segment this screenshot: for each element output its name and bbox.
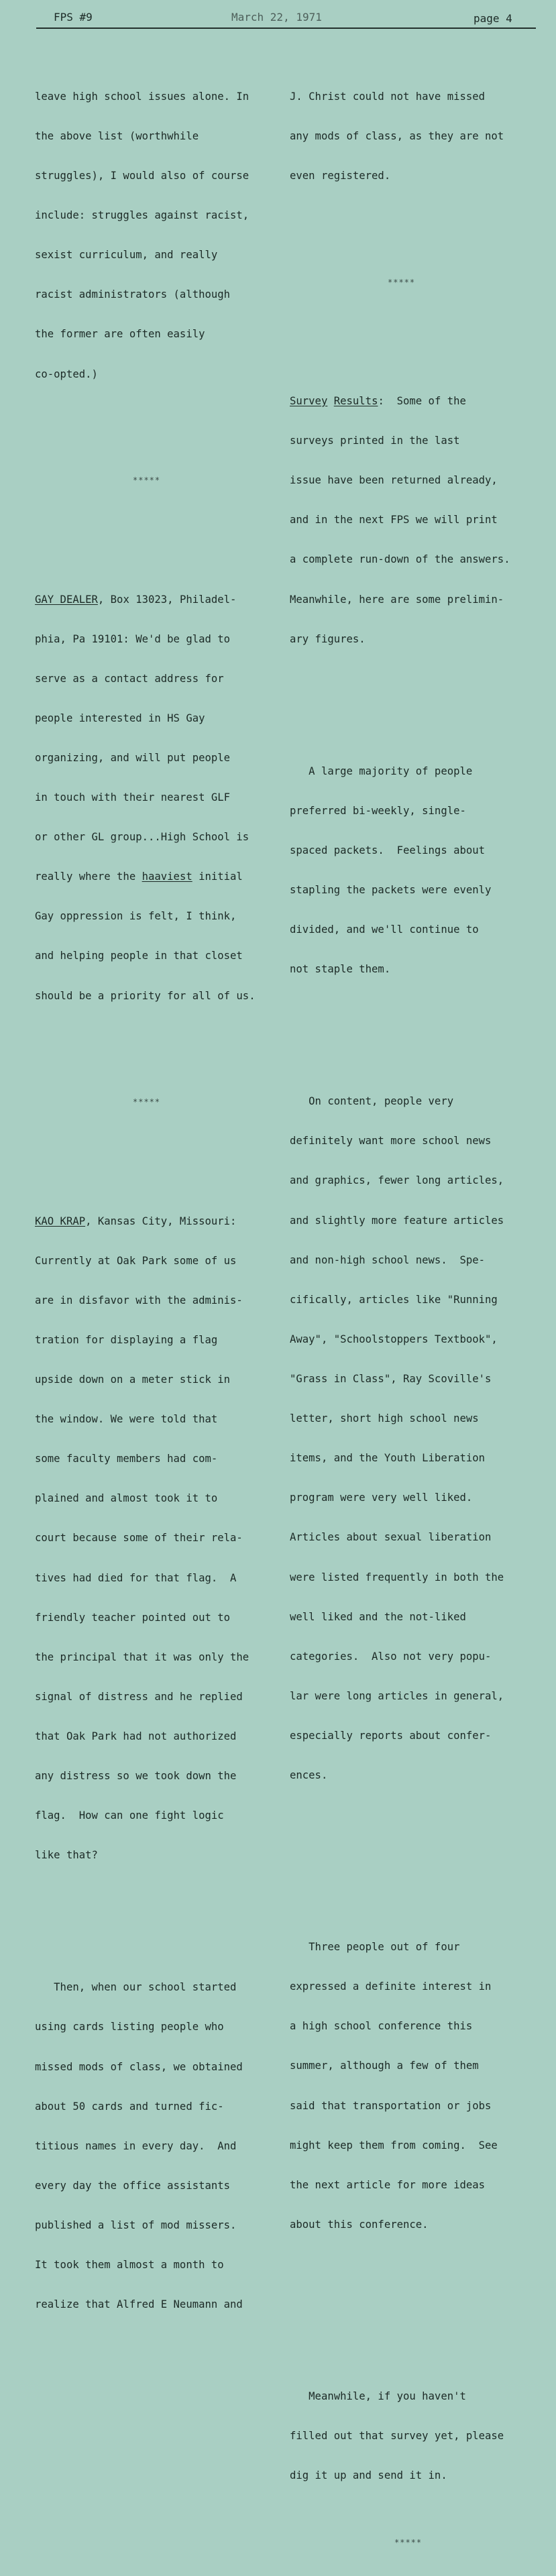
text-line: some faculty members had com- [35, 1453, 218, 1465]
text-line: divided, and we'll continue to [290, 923, 479, 936]
text-line: and graphics, fewer long articles, [290, 1174, 504, 1187]
text-line: preferred bi-weekly, single- [290, 804, 466, 817]
text-line: a complete run-down of the answers. [290, 553, 510, 566]
underlined-word: haaviest [142, 871, 192, 883]
section-divider [35, 1095, 282, 1109]
text-line: upside down on a meter stick in [35, 1373, 231, 1386]
text-line: tration for displaying a flag [35, 1333, 218, 1346]
text-line: the principal that it was only the [35, 1650, 249, 1663]
section-divider [35, 473, 282, 488]
text-line: lar were long articles in general, [290, 1689, 504, 1702]
text-line: any mods of class, as they are not [290, 129, 504, 142]
survey-heading-word: Results [333, 394, 378, 407]
left-column [35, 38, 282, 2365]
text-line: ary figures. [290, 632, 366, 645]
text-line: : Some of the [378, 394, 466, 407]
stars-divider: ***** [133, 475, 161, 486]
text-line: Meanwhile, if you haven't [290, 2390, 466, 2403]
text-line: and slightly more feature articles [290, 1214, 504, 1227]
gay-dealer-heading: GAY DEALER [35, 593, 98, 606]
page-number: page 4 [474, 12, 512, 25]
text-line: ences. [290, 1769, 328, 1782]
text-line: well liked and the not-liked [290, 1610, 466, 1623]
header-rule [36, 27, 536, 29]
text-line: A large majority of people [290, 765, 473, 777]
text-line: every day the office assistants [35, 2179, 231, 2192]
conference-paragraph [290, 1915, 545, 2258]
text-line: cifically, articles like "Running [290, 1293, 498, 1306]
text-line: about 50 cards and turned fic- [35, 2100, 224, 2113]
stars-divider: ***** [133, 1097, 161, 1107]
text-line: , Box 13023, Philadel- [97, 593, 237, 606]
stars-divider: ***** [388, 277, 416, 287]
text-line: dig it up and send it in. [290, 2469, 447, 2482]
text-line: the former are often easily [35, 328, 205, 341]
text-line: that Oak Park had not authorized [35, 1730, 237, 1742]
section-divider [290, 276, 545, 290]
text-line: people interested in HS Gay [35, 712, 205, 724]
text-line: realize that Alfred E Neumann and [35, 2298, 243, 2311]
text-line: even registered. [290, 170, 391, 182]
meanwhile-paragraph [290, 2364, 545, 2510]
text-line: Currently at Oak Park some of us [35, 1254, 237, 1267]
text-line: Meanwhile, here are some prelimin- [290, 593, 504, 606]
text-line: On content, people very [290, 1095, 454, 1108]
text-line: letter, short high school news [290, 1412, 479, 1425]
right-column [290, 38, 545, 2576]
text-line: should be a priority for all of us. [35, 989, 256, 1002]
text-line: leave high school issues alone. In [35, 90, 249, 103]
text-line: like that? [35, 1849, 98, 1862]
stars-divider: ***** [394, 2537, 423, 2547]
then-paragraph [35, 1955, 282, 2338]
text-line: plained and almost took it to [35, 1492, 218, 1505]
kao-krap-heading: KAO KRAP [35, 1215, 86, 1227]
survey-heading-word: Survey [290, 394, 328, 407]
text-line: , Kansas City, Missouri: [85, 1215, 237, 1227]
text-line: Away", "Schoolstoppers Textbook", [290, 1333, 498, 1345]
text-line: serve as a contact address for [35, 672, 224, 685]
text-line: filled out that survey yet, please [290, 2430, 504, 2443]
text-line: a high school conference this [290, 2020, 473, 2033]
text-line: summer, although a few of them [290, 2060, 479, 2072]
text-line: not staple them. [290, 963, 391, 976]
text-line: are in disfavor with the adminis- [35, 1294, 243, 1306]
text-line: stapling the packets were evenly [290, 883, 492, 896]
text-line: Articles about sexual liberation [290, 1531, 492, 1544]
text-line: expressed a definite interest in [290, 1980, 492, 1993]
text-line: were listed frequently in both the [290, 1571, 504, 1583]
text-line: J. Christ could not have missed [290, 90, 486, 103]
section-divider [290, 2536, 545, 2550]
text-line: struggles), I would also of course [35, 170, 249, 182]
issue-label: FPS #9 [54, 11, 93, 23]
text-line: spaced packets. Feelings about [290, 844, 486, 856]
text-line: about this conference. [290, 2218, 429, 2231]
text-line: the window. We were told that [35, 1413, 218, 1426]
text-line: definitely want more school news [290, 1135, 492, 1147]
text-line: in touch with their nearest GLF [35, 791, 231, 804]
survey-results-section [290, 369, 545, 673]
text-line: the above list (worthwhile [35, 129, 199, 142]
text-line: any distress so we took down the [35, 1770, 237, 1783]
text-line: program were very well liked. [290, 1492, 473, 1504]
text-line: and non-high school news. Spe- [290, 1253, 486, 1266]
text-line: Then, when our school started [35, 1981, 237, 1994]
text-line: titious names in every day. And [35, 2139, 237, 2152]
text-line: published a list of mod missers. [35, 2219, 237, 2231]
text-line: and in the next FPS we will print [290, 514, 498, 526]
kao-krap-letter [35, 1188, 282, 1889]
text-line: issue have been returned already, [290, 474, 498, 487]
issue-date: March 22, 1971 [231, 11, 322, 23]
text-line: "Grass in Class", Ray Scoville's [290, 1372, 492, 1385]
text-line: organizing, and will put people [35, 751, 231, 764]
text-line: sexist curriculum, and really [35, 249, 218, 262]
intro-paragraph [35, 64, 282, 407]
text-line: friendly teacher pointed out to [35, 1611, 231, 1624]
text-line: categories. Also not very popu- [290, 1650, 492, 1663]
page-header [0, 9, 556, 30]
text-line: surveys printed in the last [290, 435, 460, 447]
text-line: tives had died for that flag. A [35, 1571, 237, 1584]
text-line: and helping people in that closet [35, 950, 243, 962]
content-paragraph [290, 1069, 545, 1809]
gay-dealer-letter [35, 567, 282, 1029]
text-line: might keep them from coming. See [290, 2139, 498, 2151]
majority-paragraph [290, 738, 545, 1003]
text-line: flag. How can one fight logic [35, 1809, 224, 1822]
text-fragment: really where the [35, 871, 142, 883]
text-fragment: initial [192, 871, 243, 883]
text-line: Gay oppression is felt, I think, [35, 910, 237, 923]
text-line: co-opted.) [35, 368, 98, 380]
text-line: It took them almost a month to [35, 2259, 224, 2272]
text-line: especially reports about confer- [290, 1729, 492, 1742]
text-line: using cards listing people who [35, 2021, 224, 2033]
text-line: Three people out of four [290, 1941, 460, 1954]
text-line: include: struggles against racist, [35, 209, 249, 222]
text-line: missed mods of class, we obtained [35, 2060, 243, 2073]
text-line: court because some of their rela- [35, 1532, 243, 1545]
text-line: items, and the Youth Liberation [290, 1452, 486, 1465]
text-line: the next article for more ideas [290, 2178, 486, 2191]
text-line: or other GL group...High School is [35, 831, 249, 844]
text-line: said that transportation or jobs [290, 2099, 492, 2112]
text-line: phia, Pa 19101: We'd be glad to [35, 632, 231, 645]
text-line: racist administrators (although [35, 288, 231, 301]
text-line: signal of distress and he replied [35, 1690, 243, 1703]
continued-paragraph [290, 64, 545, 209]
